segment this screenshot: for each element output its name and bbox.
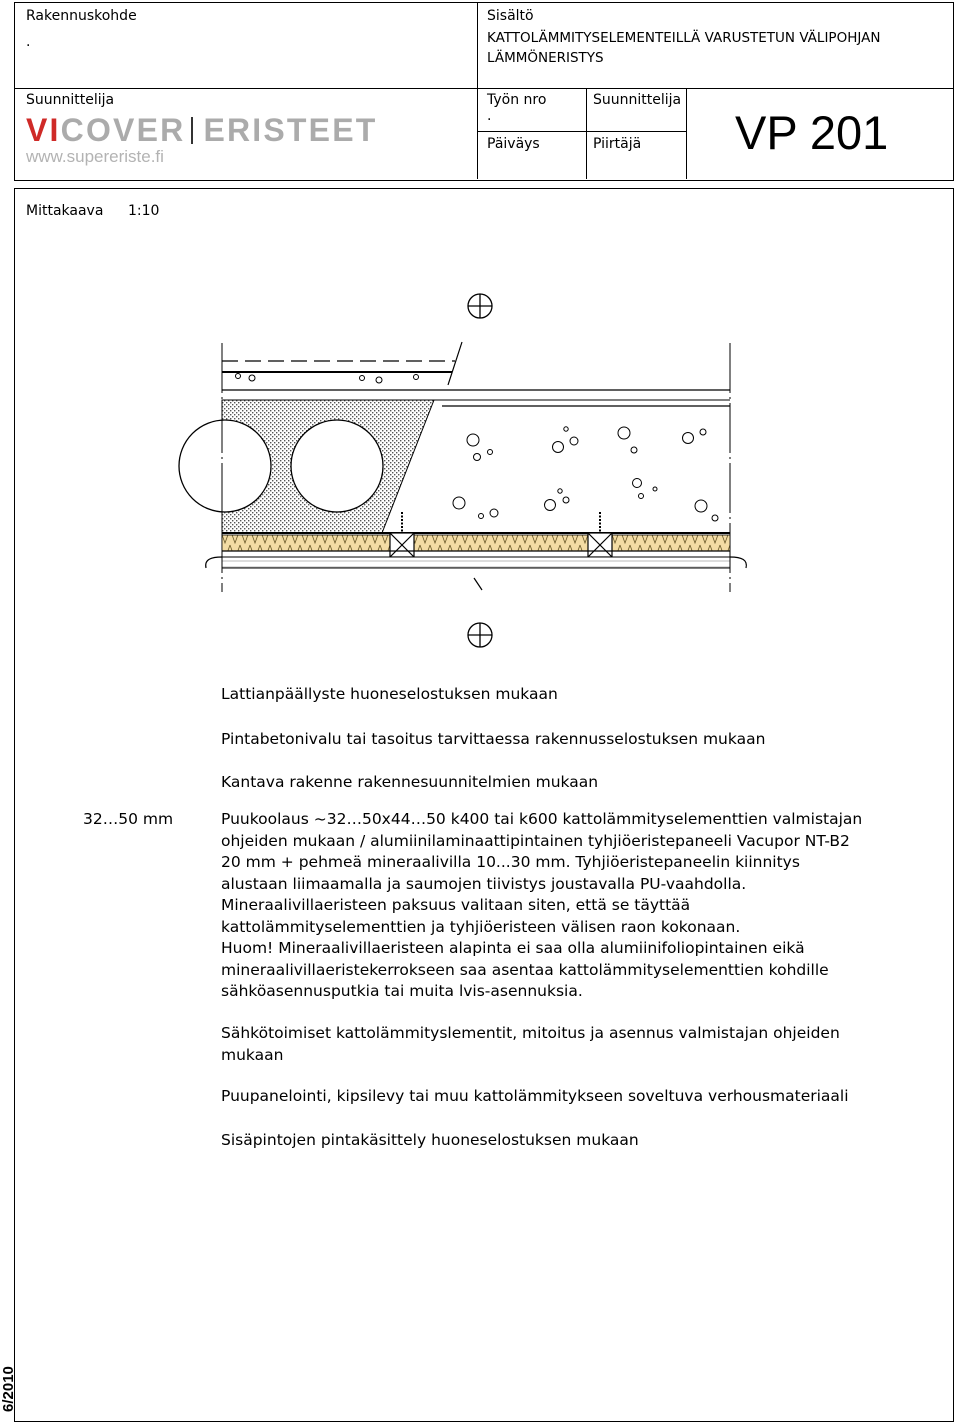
text-line: alustaan liimaamalla ja saumojen tiivistys joustavalla PU-vaahdolla. [221,874,747,893]
content-title: KATTOLÄMMITYSELEMENTEILLÄ VARUSTETUN VÄLIPOHJAN [487,30,881,46]
text-line: mineraalivillaeristekerrokseen saa asentaa kattolämmityselementtien kohdille [221,960,829,979]
layer-screed: Pintabetonivalu tai tasoitus tarvittaessa rakennusselostuksen mukaan [221,730,766,748]
hollow-core-slab [179,400,434,533]
drawing-number: VP 201 [735,106,889,159]
batten [588,533,612,557]
text-line: kattolämmityselementtien ja tyhjiöeristeen välisen raon kokonaan. [221,917,741,936]
plus-marker [468,623,492,647]
text-line: Puukoolaus ~32…50x44…50 k400 tai k600 kattolämmityselementtien valmistajan [221,810,863,828]
layer-floor-covering: Lattianpäällyste huoneselostuksen mukaan [221,685,558,703]
vicover-logo: VICOVER ERISTEET [26,112,378,148]
layer-structure: Kantava rakenne rakennesuunnitelmien mukaan [221,773,599,791]
project-value: . [26,34,31,50]
text-line: 20 mm + pehmeä mineraalivilla 10...30 mm. Tyhjiöeristepaneelin kiinnitys [221,853,800,871]
ceiling-panel [222,557,730,568]
section-drawing [0,0,960,660]
designer2-label: Suunnittelija [593,92,682,108]
content-label: Sisältö [487,8,534,24]
text-line: Sähkötoimiset kattolämmityslementit, mitoitus ja asennus valmistajan ohjeiden [221,1024,840,1042]
content-title-line2: LÄMMÖNERISTYS [487,50,604,66]
side-date-stamp: 6/2010 [0,1366,17,1412]
work-number-value: . [487,108,492,124]
insulation-layer [222,535,730,551]
insulation-description [221,809,921,1003]
layer-heating-elements [221,1023,921,1066]
layer-surface-finish: Sisäpintojen pintakäsittely huoneselostuksen mukaan [221,1131,639,1149]
drafter-label: Piirtäjä [593,136,642,152]
text-line: mukaan [221,1045,284,1064]
slab-void [179,420,271,512]
scale-value: 1:10 [128,203,160,219]
date-label: Päiväys [487,136,540,152]
insulation-thickness: 32…50 mm [83,810,174,828]
layer-ceiling-panelling: Puupanelointi, kipsilevy tai muu kattolämmitykseen soveltuva verhousmateriaali [221,1087,849,1105]
scale-label: Mittakaava [26,203,104,219]
designer-label: Suunnittelija [26,92,115,108]
concrete-aggregate [453,427,718,521]
batten [390,533,414,557]
text-line: Mineraalivillaeristeen paksuus valitaan siten, että se täyttää [221,896,691,914]
logo-url: www.supereriste.fi [26,147,164,166]
slab-void [291,420,383,512]
text-line: sähköasennusputkia tai muita lvis-asennuksia. [221,982,583,1000]
plus-marker [468,294,492,318]
text-line: Huom! Mineraalivillaeristeen alapinta ei saa olla alumiinifoliopintainen eikä [221,939,805,957]
text-line: ohjeiden mukaan / alumiinilaminaattipintainen tyhjiöeristepaneeli Vacupor NT-B2 [221,831,850,850]
project-label: Rakennuskohde [26,8,137,24]
work-number-label: Työn nro [487,92,547,108]
